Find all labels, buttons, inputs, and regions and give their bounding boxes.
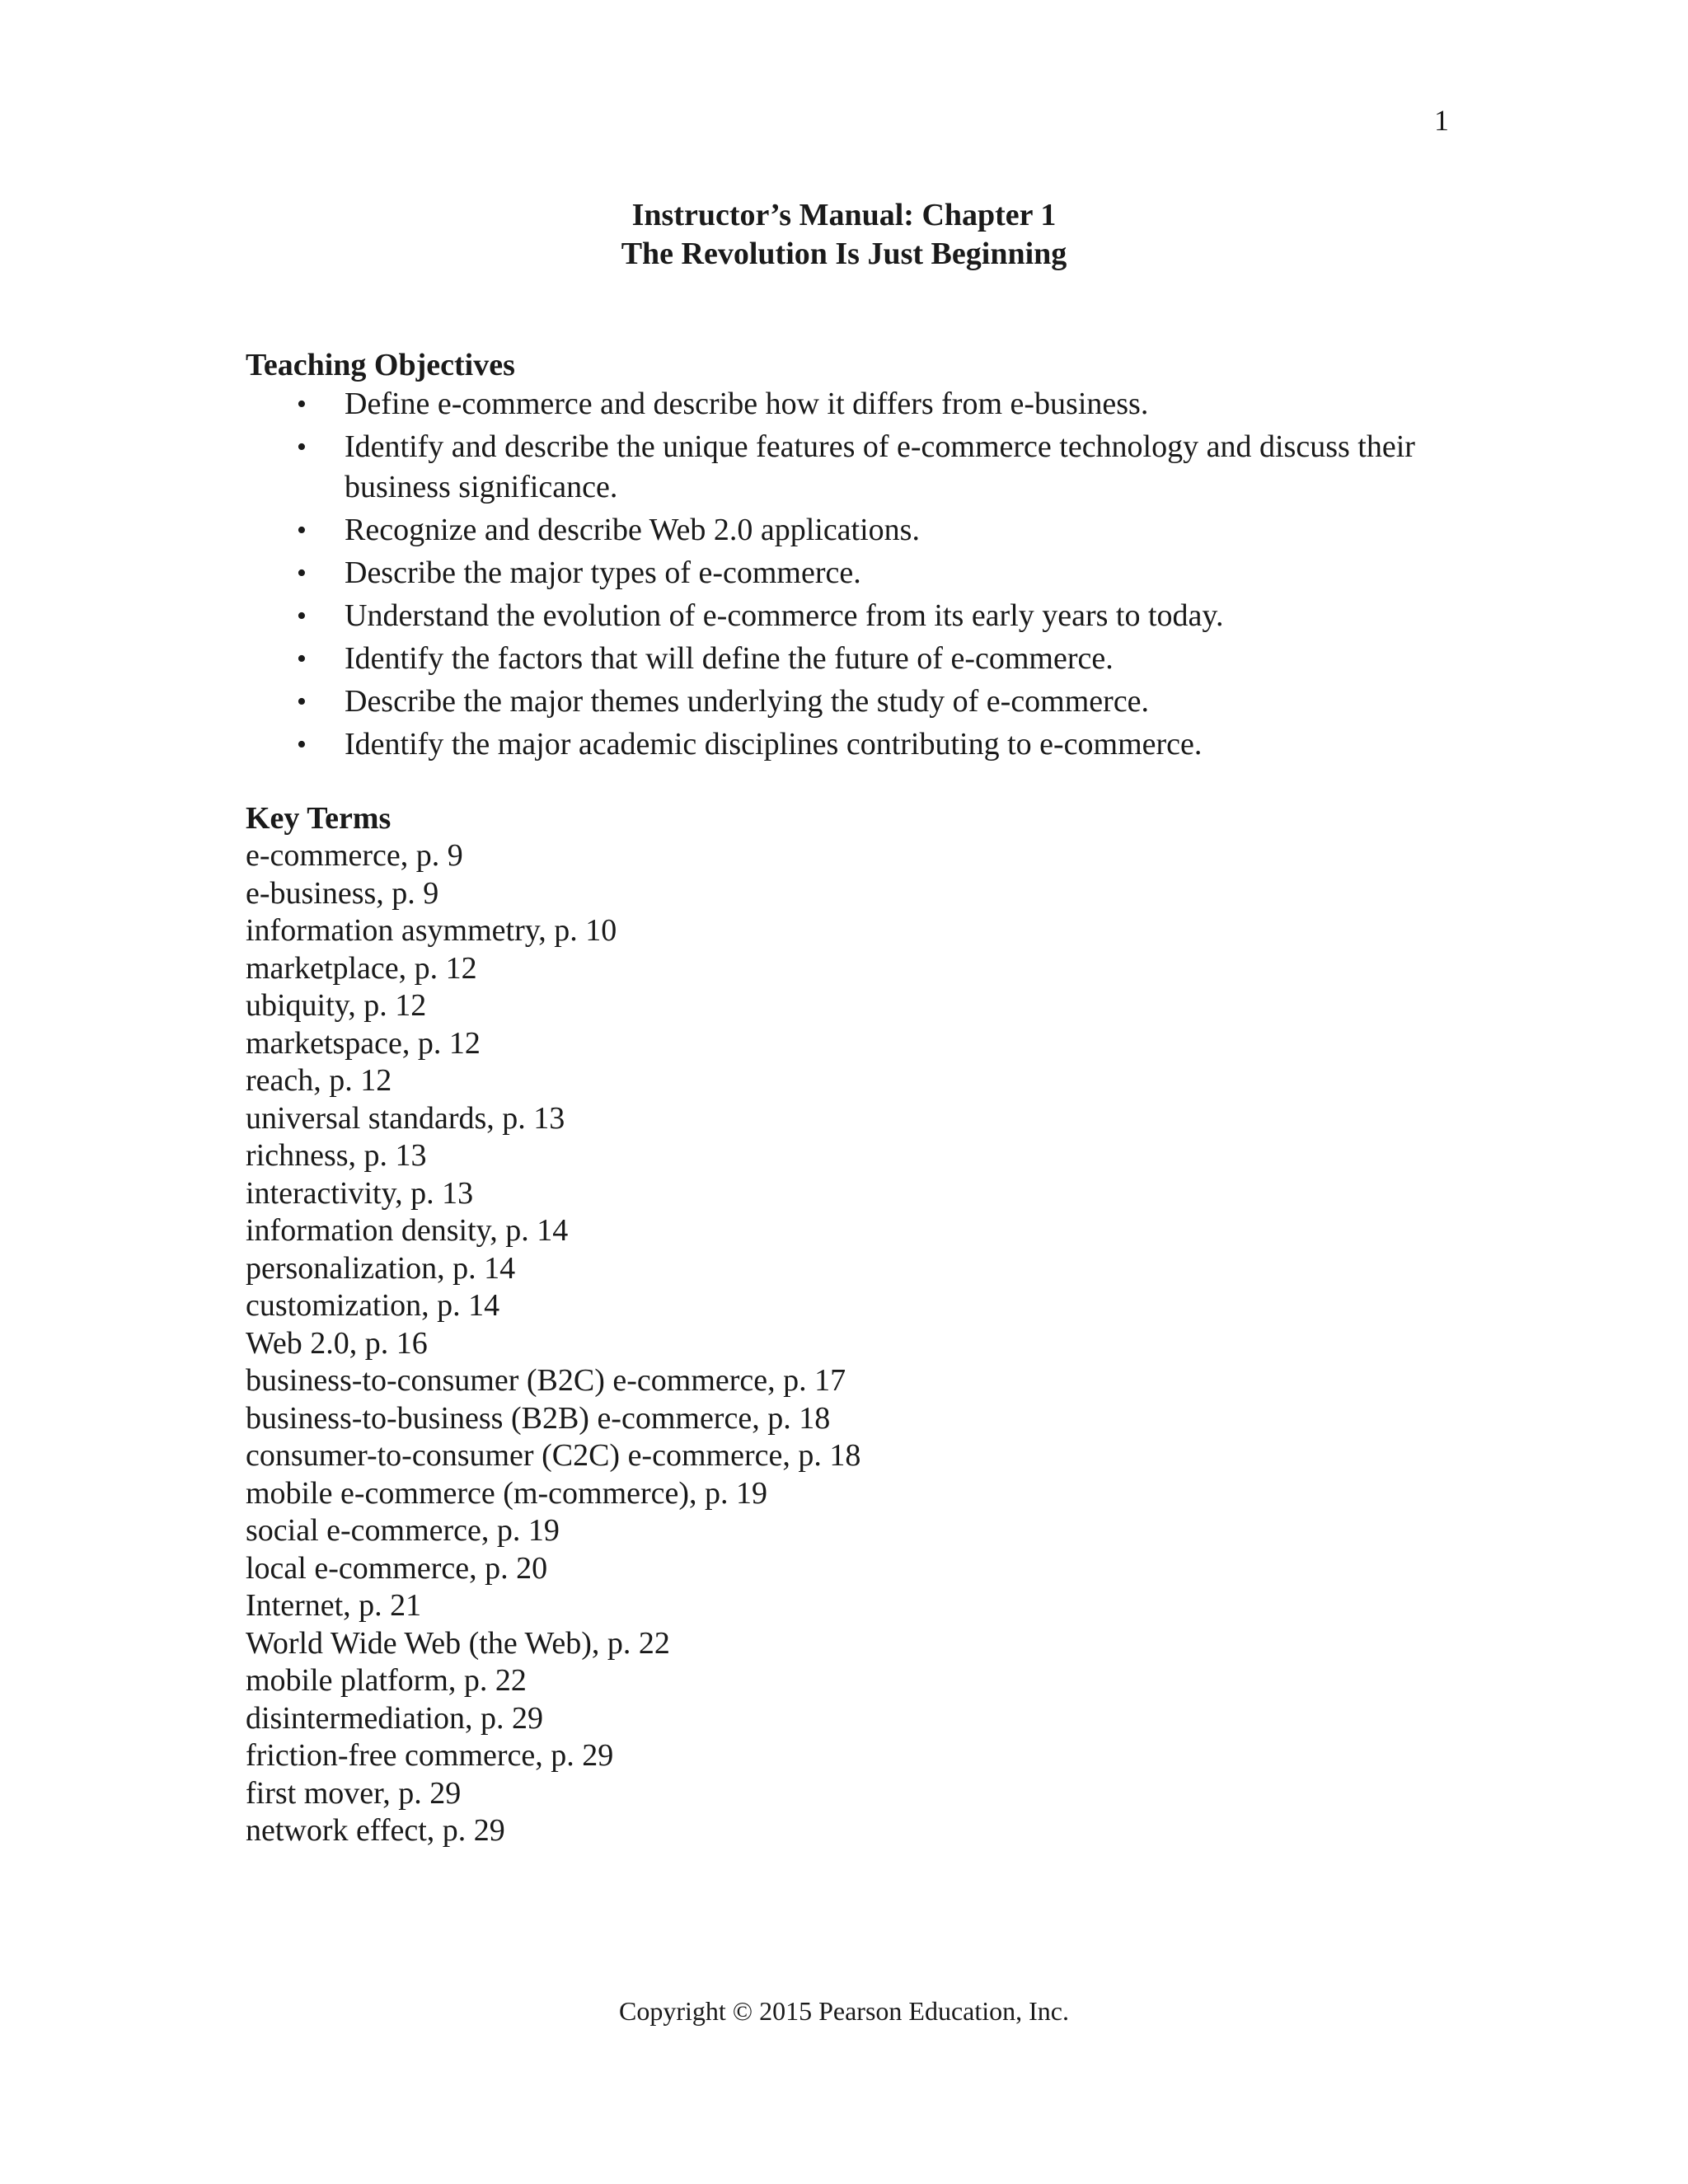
objective-item [246,639,1449,679]
bullet-icon: • [297,389,307,419]
objective-text: Identify the factors that will define the future of e-commerce. [345,641,1114,676]
teaching-objectives-heading: Teaching Objectives [246,348,515,382]
key-terms-section [246,799,1449,1850]
bullet-icon: • [297,687,307,717]
key-terms-list [246,837,1449,1850]
key-term-item: first mover, p. 29 [246,1775,462,1811]
teaching-objectives-list [246,384,1449,765]
bullet-icon: • [297,515,307,546]
key-term-item: social e-commerce, p. 19 [246,1513,560,1548]
objective-text: Identify and describe the unique features of e-commerce technology and discuss their business significance. [345,429,1415,504]
document-title [0,196,1688,274]
key-term-item: customization, p. 14 [246,1288,500,1323]
key-term-item: universal standards, p. 13 [246,1100,565,1136]
teaching-objectives-section [246,346,1449,767]
key-terms-heading: Key Terms [246,801,392,836]
key-term-item: e-business, p. 9 [246,875,439,911]
key-term-item: business-to-consumer (B2C) e-commerce, p. 17 [246,1363,846,1398]
title-line-1: Instructor’s Manual: Chapter 1 [631,198,1057,232]
page-number: 1 [1434,104,1449,137]
objective-item [246,510,1449,551]
objective-text: Describe the major types of e-commerce. [345,555,861,590]
key-term-item: business-to-business (B2B) e-commerce, p. 18 [246,1400,831,1436]
key-term-item: World Wide Web (the Web), p. 22 [246,1625,670,1661]
key-term-item: marketspace, p. 12 [246,1025,481,1061]
key-term-item: disintermediation, p. 29 [246,1700,543,1736]
key-term-item: richness, p. 13 [246,1138,427,1173]
key-term-item: personalization, p. 14 [246,1250,516,1286]
key-term-item: mobile platform, p. 22 [246,1663,527,1698]
key-term-item: marketplace, p. 12 [246,950,477,986]
objective-item [246,724,1449,765]
key-term-item: network effect, p. 29 [246,1813,505,1848]
objective-text: Understand the evolution of e-commerce from its early years to today. [345,598,1224,633]
key-term-item: e-commerce, p. 9 [246,838,463,873]
title-line-2: The Revolution Is Just Beginning [621,237,1067,271]
key-term-item: interactivity, p. 13 [246,1175,474,1211]
objective-item [246,384,1449,424]
objective-item [246,427,1449,508]
bullet-icon: • [297,432,307,462]
objective-item [246,596,1449,636]
key-term-item: consumer-to-consumer (C2C) e-commerce, p. 18 [246,1438,861,1473]
bullet-icon: • [297,601,307,631]
objective-text: Identify the major academic disciplines contributing to e-commerce. [345,727,1203,762]
key-term-item: local e-commerce, p. 20 [246,1550,548,1586]
copyright-footer: Copyright © 2015 Pearson Education, Inc. [619,1996,1069,2026]
key-term-item: Web 2.0, p. 16 [246,1325,428,1361]
bullet-icon: • [297,644,307,674]
key-term-item: friction-free commerce, p. 29 [246,1738,614,1773]
objective-item [246,682,1449,722]
key-term-item: ubiquity, p. 12 [246,988,427,1023]
bullet-icon: • [297,558,307,588]
bullet-icon: • [297,729,307,760]
key-term-item: information asymmetry, p. 10 [246,913,617,948]
key-term-item: mobile e-commerce (m-commerce), p. 19 [246,1475,768,1511]
key-term-item: Internet, p. 21 [246,1588,422,1623]
objective-text: Define e-commerce and describe how it differs from e-business. [345,387,1149,421]
objective-item [246,553,1449,593]
objective-text: Recognize and describe Web 2.0 applications. [345,513,920,547]
objective-text: Describe the major themes underlying the study of e-commerce. [345,684,1150,719]
key-term-item: information density, p. 14 [246,1213,569,1248]
key-term-item: reach, p. 12 [246,1063,392,1098]
